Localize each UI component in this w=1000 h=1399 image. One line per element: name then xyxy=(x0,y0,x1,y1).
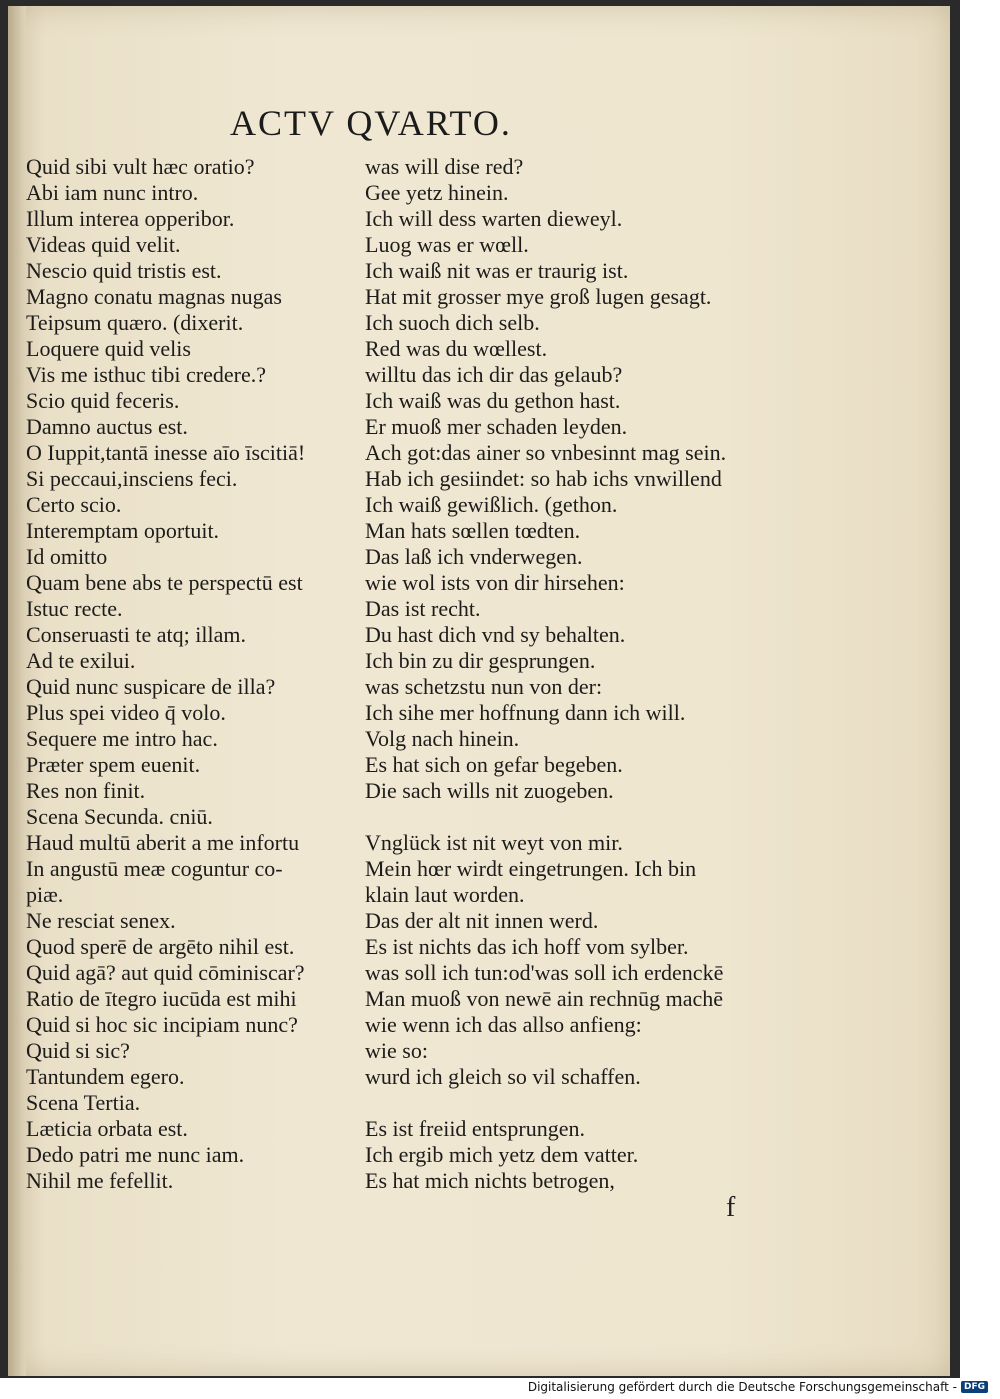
german-line: Mein hœr wirdt eingetrungen. Ich bin xyxy=(365,856,697,881)
german-line: Ich will dess warten dieweyl. xyxy=(365,206,623,231)
german-line: Luog was er wœll. xyxy=(365,232,529,257)
signature-mark: f xyxy=(726,1192,736,1223)
german-line: Red was du wœllest. xyxy=(365,336,548,361)
german-line: Ich waiß was du gethon hast. xyxy=(365,388,621,413)
latin-line: Illum interea opperibor. xyxy=(26,206,235,231)
latin-line: Damno auctus est. xyxy=(26,414,188,439)
german-line: Das ist recht. xyxy=(365,596,481,621)
german-line: Es ist freiid entsprungen. xyxy=(365,1116,585,1141)
german-line: Das der alt nit innen werd. xyxy=(365,908,599,933)
german-line: willtu das ich dir das gelaub? xyxy=(365,362,623,387)
german-line: wie wol ists von dir hirsehen: xyxy=(365,570,625,595)
latin-line: Quam bene abs te perspectū est xyxy=(26,570,303,595)
german-line: wie so: xyxy=(365,1038,428,1063)
latin-line: Scena Secunda. cniū. xyxy=(26,804,213,829)
latin-line: Certo scio. xyxy=(26,492,122,517)
german-line: Man muoß von newē ain rechnūg machē xyxy=(365,986,723,1011)
latin-line: Quid agā? aut quid cōminiscar? xyxy=(26,960,305,985)
german-line: Es ist nichts das ich hoff vom sylber. xyxy=(365,934,689,959)
latin-line: Videas quid velit. xyxy=(26,232,181,257)
german-line: Es hat mich nichts betrogen, xyxy=(365,1168,615,1193)
german-line: Es hat sich on gefar begeben. xyxy=(365,752,623,777)
german-line: Du hast dich vnd sy behalten. xyxy=(365,622,626,647)
latin-line: Id omitto xyxy=(26,544,108,569)
latin-line: Abi iam nunc intro. xyxy=(26,180,199,205)
german-line: Ach got:das ainer so vnbesinnt mag sein. xyxy=(365,440,727,465)
latin-line: Res non finit. xyxy=(26,778,146,803)
german-line: was will dise red? xyxy=(365,154,524,179)
latin-line: Haud multū aberit a me infortu xyxy=(26,830,300,855)
latin-line: Ad te exilui. xyxy=(26,648,136,673)
latin-line: O Iuppit,tantā inesse aīo īscitiā! xyxy=(26,440,306,465)
german-line: Hab ich gesiindet: so hab ichs vnwillend xyxy=(365,466,722,491)
latin-line: Plus spei video q̄ volo. xyxy=(26,700,226,725)
german-line: Man hats sœllen tœdten. xyxy=(365,518,581,543)
latin-line: Ne resciat senex. xyxy=(26,908,176,933)
latin-line: piæ. xyxy=(26,882,64,907)
latin-line: Quod sperē de argēto nihil est. xyxy=(26,934,295,959)
german-line: Volg nach hinein. xyxy=(365,726,520,751)
german-line: klain laut worden. xyxy=(365,882,525,907)
german-line: Er muoß mer schaden leyden. xyxy=(365,414,628,439)
latin-line: Scio quid feceris. xyxy=(26,388,180,413)
latin-line: Sequere me intro hac. xyxy=(26,726,218,751)
page-gutter xyxy=(8,6,26,1376)
german-line: Ich sihe mer hoffnung dann ich will. xyxy=(365,700,686,725)
latin-line: Scena Tertia. xyxy=(26,1090,141,1115)
latin-line: Istuc recte. xyxy=(26,596,123,621)
latin-line: Dedo patri me nunc iam. xyxy=(26,1142,245,1167)
latin-line: Quid si hoc sic incipiam nunc? xyxy=(26,1012,298,1037)
german-line: Die sach wills nit zuogeben. xyxy=(365,778,614,803)
latin-line: Si peccaui,insciens feci. xyxy=(26,466,238,491)
german-line: Ich bin zu dir gesprungen. xyxy=(365,648,596,673)
page-header: ACTV QVARTO. xyxy=(230,103,512,143)
german-line: Ich waiß nit was er traurig ist. xyxy=(365,258,629,283)
latin-line: Interemptam oportuit. xyxy=(26,518,220,543)
footer-text: Digitalisierung gefördert durch die Deutsche Forschungsgemeinschaft - xyxy=(527,1380,957,1394)
german-line: wurd ich gleich so vil schaffen. xyxy=(365,1064,641,1089)
latin-line: Quid sibi vult hæc oratio? xyxy=(26,154,255,179)
latin-line: Præter spem euenit. xyxy=(26,752,201,777)
latin-line: Nihil me fefellit. xyxy=(26,1168,174,1193)
dfg-logo-icon: DFG xyxy=(961,1381,988,1393)
german-line: wie wenn ich das allso anfieng: xyxy=(365,1012,642,1037)
latin-line: In angustū meæ coguntur co- xyxy=(26,856,283,881)
latin-line: Nescio quid tristis est. xyxy=(26,258,222,283)
latin-line: Conseruasti te atq; illam. xyxy=(26,622,246,647)
german-line: Ich ergib mich yetz dem vatter. xyxy=(365,1142,639,1167)
latin-line: Loquere quid velis xyxy=(26,336,191,361)
german-line: Hat mit grosser mye groß lugen gesagt. xyxy=(365,284,712,309)
german-line: Vnglück ist nit weyt von mir. xyxy=(365,830,623,855)
german-line: was schetzstu nun von der: xyxy=(365,674,603,699)
latin-line: Tantundem egero. xyxy=(26,1064,185,1089)
german-line: Ich suoch dich selb. xyxy=(365,310,540,335)
latin-line: Ratio de ītegro iucūda est mihi xyxy=(26,986,297,1011)
footer-credit xyxy=(528,1380,988,1394)
latin-line: Vis me isthuc tibi credere.? xyxy=(26,362,266,387)
latin-line: Quid nunc suspicare de illa? xyxy=(26,674,276,699)
german-line: Das laß ich vnderwegen. xyxy=(365,544,583,569)
german-line: was soll ich tun:od'was soll ich erdenckē xyxy=(365,960,724,985)
german-line: Ich waiß gewißlich. (gethon. xyxy=(365,492,618,517)
latin-line: Quid si sic? xyxy=(26,1038,130,1063)
latin-line: Magno conatu magnas nugas xyxy=(26,284,282,309)
german-line: Gee yetz hinein. xyxy=(365,180,509,205)
latin-line: Teipsum quæro. (dixerit. xyxy=(26,310,244,335)
latin-line: Læticia orbata est. xyxy=(26,1116,188,1141)
